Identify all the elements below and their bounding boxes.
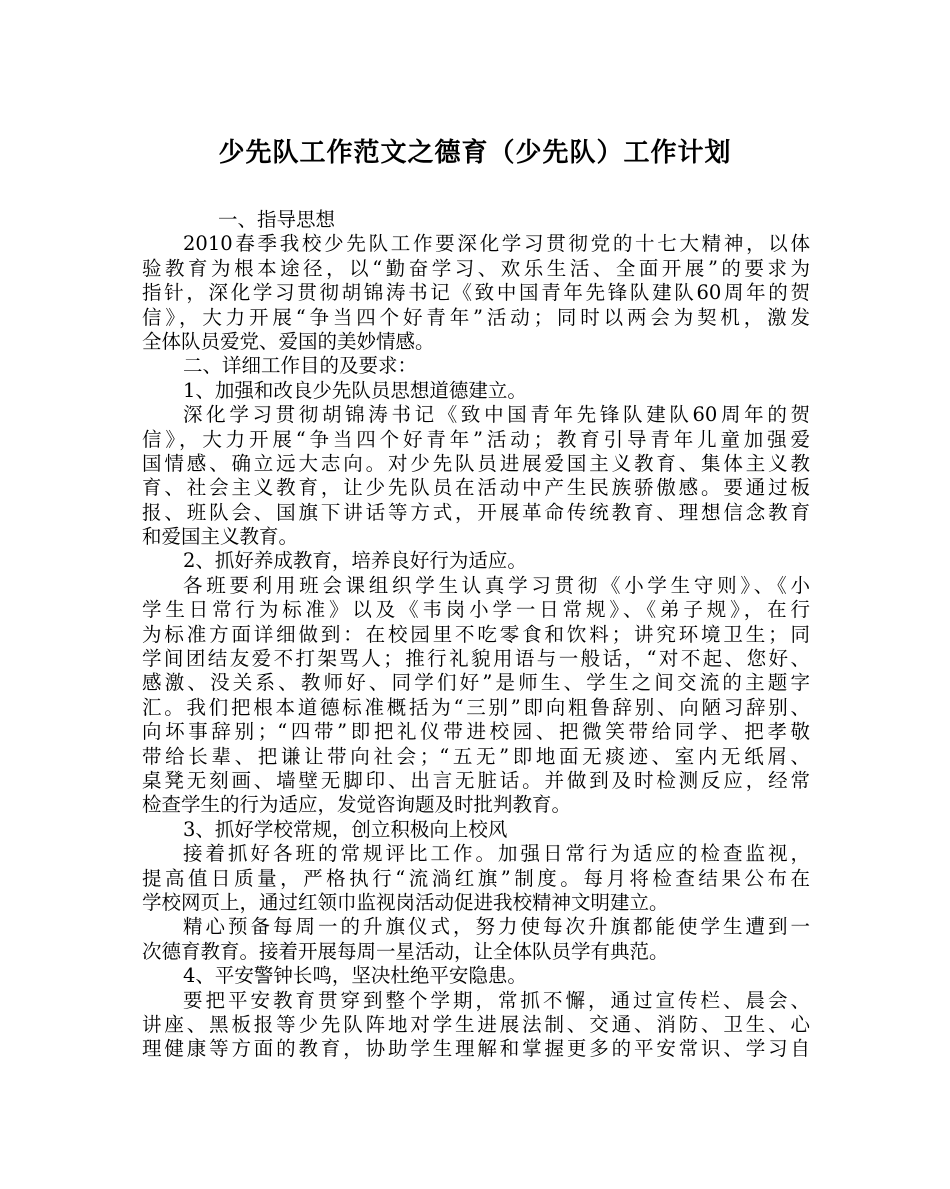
paragraph-line: 桌凳无刻画、墙壁无脚印、出言无脏话。并做到及时检测反应，经常 [142, 768, 810, 792]
paragraph-line: 带给长辈、把谦让带向社会；“五无”即地面无痰迹、室内无纸屑、 [142, 744, 810, 768]
subsection-heading-4: 4、平安警钟长鸣，坚决杜绝平安隐患。 [183, 964, 527, 988]
paragraph-line: 育、社会主义教育，让少先队员在活动中产生民族骄傲感。要通过板 [142, 476, 810, 500]
subsection-heading-3: 3、抓好学校常规，创立积极向上校风 [183, 817, 508, 841]
paragraph-line: 学生日常行为标准》以及《韦岗小学一日常规》、《弟子规》，在行 [142, 598, 810, 622]
paragraph-line: 理健康等方面的教育，协助学生理解和掌握更多的平安常识、学习自 [142, 1037, 810, 1061]
paragraph-line: 全体队员爱党、爱国的美妙情感。 [142, 329, 435, 353]
paragraph-line: 要把平安教育贯穿到整个学期，常抓不懈，通过宣传栏、晨会、 [183, 988, 810, 1012]
section-heading-guiding-thought: 一、指导思想 [218, 208, 336, 231]
paragraph-line: 2010春季我校少先队工作要深化学习贯彻党的十七大精神，以体 [183, 232, 810, 256]
paragraph-line: 接着抓好各班的常规评比工作。加强日常行为适应的检查监视， [183, 842, 810, 866]
paragraph-line: 信》，大力开展“争当四个好青年”活动；教育引导青年儿童加强爱 [142, 427, 810, 451]
document-title: 少先队工作范文之德育（少先队）工作计划 [218, 138, 732, 168]
paragraph-line: 深化学习贯彻胡锦涛书记《致中国青年先锋队建队60周年的贺 [183, 403, 810, 427]
subsection-heading-2: 2、抓好养成教育，培养良好行为适应。 [183, 549, 527, 573]
paragraph-line: 感激、没关系、教师好、同学们好”是师生、学生之间交流的主题字 [142, 671, 810, 695]
paragraph-line: 信》，大力开展“争当四个好青年”活动；同时以两会为契机，激发 [142, 305, 810, 329]
paragraph-line: 为标准方面详细做到：在校园里不吃零食和饮料；讲究环境卫生；同 [142, 622, 810, 646]
paragraph-line: 向坏事辞别；“四带”即把礼仪带进校园、把微笑带给同学、把孝敬 [142, 720, 810, 744]
paragraph-line: 国情感、确立远大志向。对少先队员进展爱国主义教育、集体主义教 [142, 451, 810, 475]
paragraph-line: 次德育教育。接着开展每周一星活动，让全体队员学有典范。 [142, 939, 669, 963]
section-heading-goals: 二、详细工作目的及要求： [183, 354, 418, 378]
paragraph-line: 学校网页上，通过红领巾监视岗活动促进我校精神文明建立。 [142, 890, 669, 914]
paragraph-line: 报、班队会、国旗下讲话等方式，开展革命传统教育、理想信念教育 [142, 500, 810, 524]
paragraph-line: 提高值日质量，严格执行“流淌红旗”制度。每月将检查结果公布在 [142, 866, 810, 890]
paragraph-line: 验教育为根本途径，以“勤奋学习、欢乐生活、全面开展”的要求为 [142, 256, 810, 280]
paragraph-line: 学间团结友爱不打架骂人；推行礼貌用语与一般话，“对不起、您好、 [142, 647, 810, 671]
paragraph-line: 检查学生的行为适应，发觉咨询题及时批判教育。 [142, 793, 572, 817]
paragraph-line: 指针，深化学习贯彻胡锦涛书记《致中国青年先锋队建队60周年的贺 [142, 281, 810, 305]
paragraph-line: 和爱国主义教育。 [142, 525, 299, 549]
subsection-heading-1: 1、加强和改良少先队员思想道德建立。 [183, 378, 527, 402]
document-body [142, 208, 810, 1062]
paragraph-line: 汇。我们把根本道德标准概括为“三别”即向粗鲁辞别、向陋习辞别、 [142, 695, 810, 719]
paragraph-line: 各班要利用班会课组织学生认真学习贯彻《小学生守则》、《小 [183, 573, 810, 597]
paragraph-line: 讲座、黑板报等少先队阵地对学生进展法制、交通、消防、卫生、心 [142, 1012, 810, 1036]
paragraph-line: 精心预备每周一的升旗仪式，努力使每次升旗都能使学生遭到一 [183, 915, 810, 939]
